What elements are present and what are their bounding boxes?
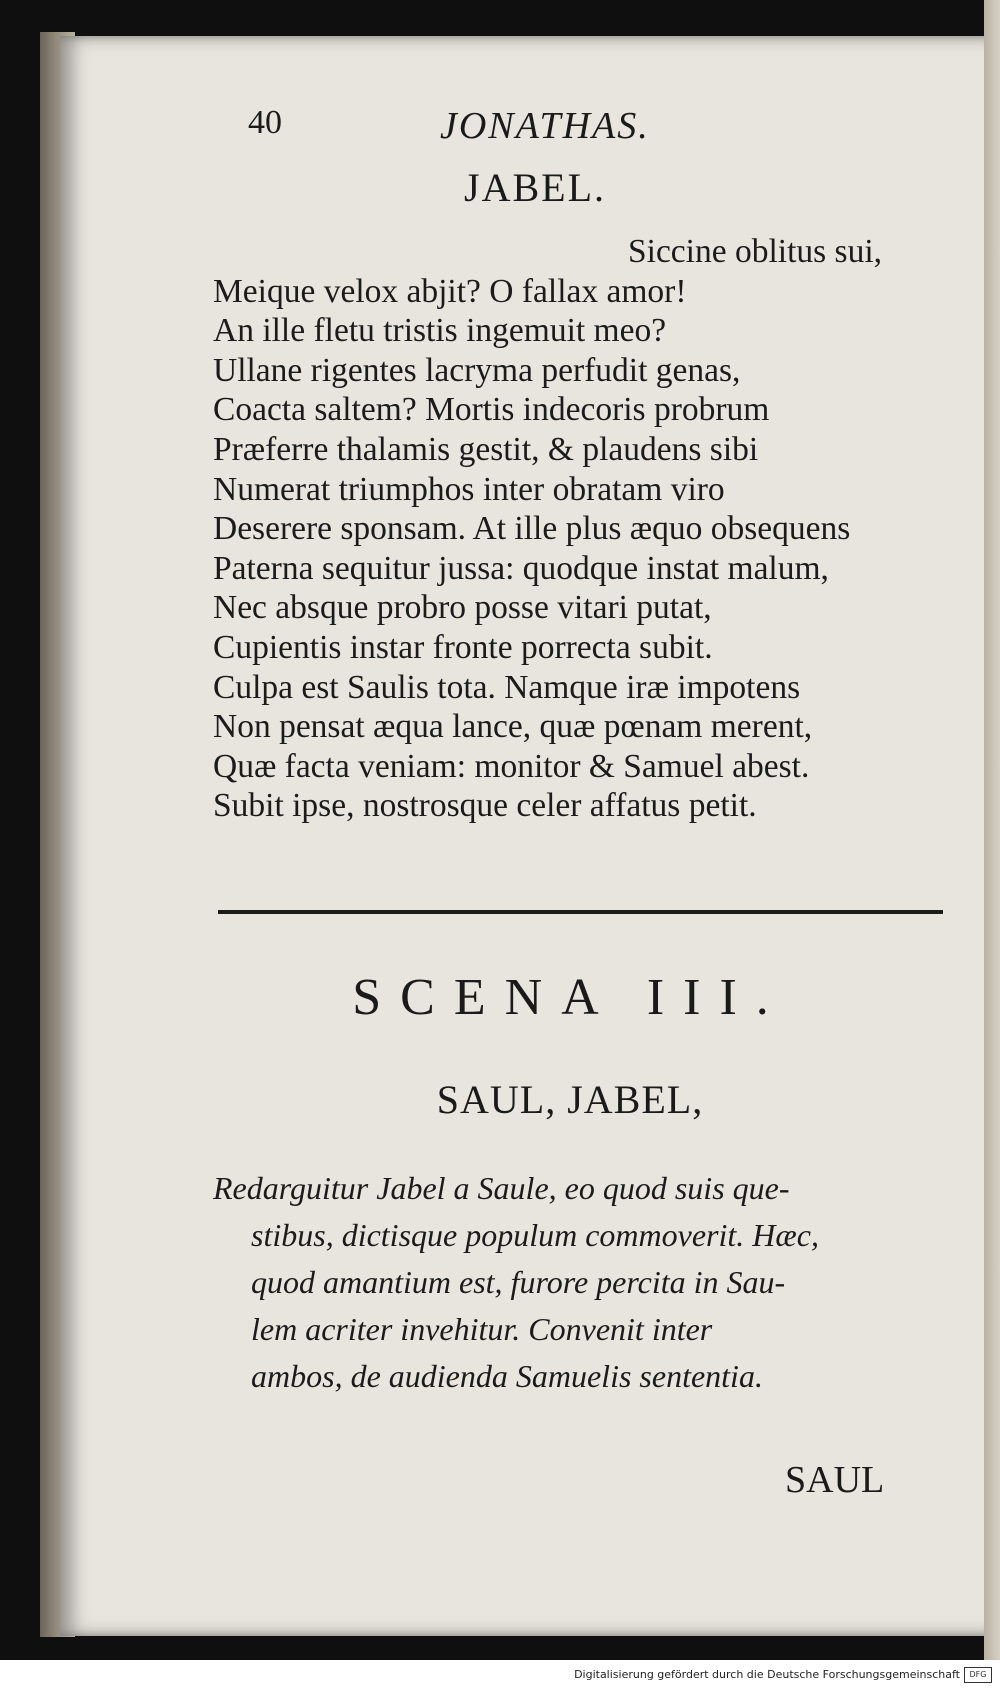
verse-line: Deserere sponsam. At ille plus æquo obsequens [213,510,851,548]
argument-line: quod amantium est, furore percita in Sau- [251,1264,786,1300]
book-right-edge [984,0,1000,1660]
verse-line: Meique velox abjit? O fallax amor! [213,272,687,310]
scene-argument [213,1165,958,1400]
verse-line: Numerat triumphos inter obratam viro [213,470,725,508]
page-header [160,86,860,146]
verse-line: Cupientis instar fronte porrecta subit. [213,628,713,666]
scene-speakers: SAUL, JABEL, [436,1077,704,1122]
verse-line: Ullane rigentes lacryma perfudit genas, [213,351,741,389]
verse-line: Quæ facta veniam: monitor & Samuel abest. [213,747,810,785]
verse-block [213,232,958,826]
verse-line: Subit ipse, nostrosque celer affatus petit. [213,787,757,825]
verse-line: Præferre thalamis gestit, & plaudens sibi [213,430,759,468]
section-divider [218,910,943,914]
argument-line: ambos, de audienda Samuelis sententia. [251,1358,763,1394]
page-number: 40 [248,104,282,141]
verse-line: Siccine oblitus sui, [628,233,883,270]
argument-line: lem acriter invehitur. Convenit inter [251,1311,713,1347]
verse-line: Culpa est Saulis tota. Namque iræ impotens [213,668,801,706]
verse-line: Paterna sequitur jussa: quodque instat malum, [213,549,829,587]
speaker-heading: JABEL. [464,165,606,210]
footer-bar [0,1660,1000,1690]
verse-line: An ille fletu tristis ingemuit meo? [213,312,667,350]
catchword: SAUL [785,1459,885,1501]
scene-title: SCENA III. [352,969,788,1026]
argument-line: Redarguitur Jabel a Saule, eo quod suis que- [213,1170,790,1206]
dfg-logo: DFG [964,1667,992,1683]
verse-line: Nec absque probro posse vitari putat, [213,589,712,627]
verse-line: Non pensat æqua lance, quæ pœnam merent, [213,708,813,746]
verse-line: Coacta saltem? Mortis indecoris probrum [213,391,770,429]
argument-line: stibus, dictisque populum commoverit. Hæc, [251,1217,819,1253]
running-title: JONATHAS. [440,105,650,147]
footer-credit: Digitalisierung gefördert durch die Deutsche Forschungsgemeinschaft [574,1668,960,1681]
